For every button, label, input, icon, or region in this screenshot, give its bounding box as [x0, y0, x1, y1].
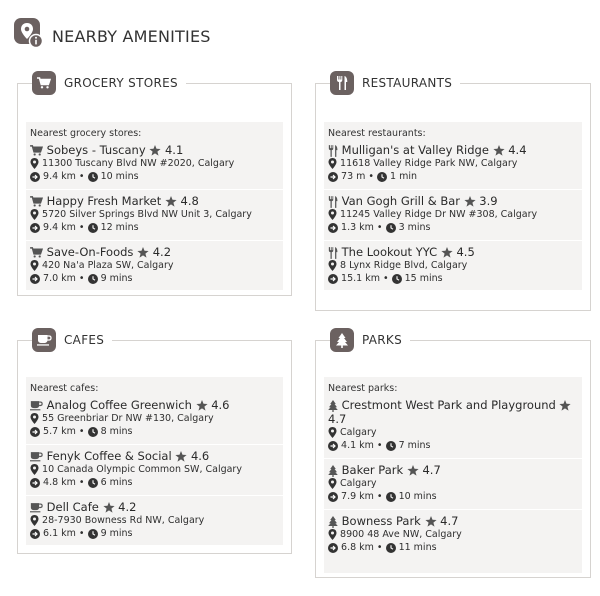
- cafes-list: [26, 377, 283, 545]
- map-marker-icon: [30, 209, 39, 220]
- map-marker-icon: [30, 260, 39, 271]
- utensils-icon: [328, 196, 338, 208]
- tree-icon: [328, 400, 338, 412]
- item-address: 10 Canada Olympic Common SW, Calgary: [42, 464, 242, 475]
- clock-icon: [392, 274, 402, 284]
- clock-icon: [386, 543, 396, 553]
- restaurants-title: RESTAURANTS: [362, 76, 453, 90]
- grocery-card: [17, 76, 292, 296]
- direction-arrow-icon: [328, 441, 338, 451]
- item-address: 8900 48 Ave NW, Calgary: [340, 529, 462, 540]
- utensils-icon: [328, 247, 338, 259]
- clock-icon: [88, 274, 98, 284]
- direction-arrow-icon: [328, 172, 338, 182]
- item-distance: 9.4 km: [43, 222, 76, 233]
- item-address: 28-7930 Bowness Rd NW, Calgary: [42, 515, 205, 526]
- star-icon: [165, 196, 177, 207]
- direction-arrow-icon: [328, 274, 338, 284]
- map-marker-icon: [328, 478, 337, 489]
- direction-arrow-icon: [30, 274, 40, 284]
- cafes-card: [17, 333, 292, 554]
- item-rating: 4.6: [211, 398, 230, 412]
- item-distance: 1.3 km: [341, 222, 374, 233]
- item-rating: 4.5: [456, 245, 475, 259]
- item-rating: 4.4: [508, 143, 527, 157]
- location-info-icon: [14, 18, 44, 48]
- cafes-title: CAFES: [64, 333, 105, 347]
- tree-icon: [328, 465, 338, 477]
- map-marker-icon: [328, 529, 337, 540]
- list-item[interactable]: Save-On-Foods 4.2 420 Na'a Plaza SW, Calgary 7.0 km • 9 mins: [26, 241, 283, 291]
- utensils-icon: [328, 145, 338, 157]
- clock-icon: [88, 427, 98, 437]
- grocery-card-header: [32, 71, 186, 95]
- direction-arrow-icon: [30, 172, 40, 182]
- item-address: 55 Greenbriar Dr NW #130, Calgary: [42, 413, 214, 424]
- star-icon: [196, 400, 208, 411]
- item-distance: 9.4 km: [43, 171, 76, 182]
- item-time: 7 mins: [398, 440, 431, 451]
- item-time: 3 mins: [398, 222, 431, 233]
- parks-card-header: [330, 328, 410, 352]
- item-address: 5720 Silver Springs Blvd NW Unit 3, Calgary: [42, 209, 252, 220]
- item-time: 12 mins: [100, 222, 139, 233]
- item-time: 15 mins: [404, 273, 443, 284]
- item-distance: 5.7 km: [43, 426, 76, 437]
- coffee-cup-icon: [30, 502, 43, 513]
- item-address: 11245 Valley Ridge Dr NW #308, Calgary: [340, 209, 538, 220]
- coffee-cup-icon: [30, 451, 43, 462]
- grocery-intro: Nearest grocery stores:: [30, 128, 142, 139]
- map-marker-icon: [328, 209, 337, 220]
- shopping-cart-icon: [30, 196, 43, 207]
- page-title: NEARBY AMENITIES: [52, 26, 211, 46]
- item-distance: 4.8 km: [43, 477, 76, 488]
- item-name[interactable]: Sobeys - Tuscany: [46, 143, 146, 157]
- list-item[interactable]: Analog Coffee Greenwich 4.6 55 Greenbriar Dr NW #130, Calgary 5.7 km • 8 mins: [26, 394, 283, 445]
- item-name[interactable]: The Lookout YYC: [341, 245, 438, 259]
- direction-arrow-icon: [328, 492, 338, 502]
- map-marker-icon: [30, 515, 39, 526]
- star-icon: [464, 196, 476, 207]
- item-address: Calgary: [340, 427, 377, 438]
- map-marker-icon: [30, 464, 39, 475]
- item-time: 1 min: [390, 171, 418, 182]
- item-rating: 4.6: [190, 449, 210, 463]
- grocery-list: [26, 122, 283, 290]
- map-marker-icon: [328, 427, 337, 438]
- tree-icon: [328, 516, 338, 528]
- item-distance: 7.9 km: [341, 491, 374, 502]
- parks-intro: Nearest parks:: [328, 383, 398, 394]
- restaurants-card-header: [330, 71, 460, 95]
- star-icon: [425, 516, 437, 527]
- list-item[interactable]: Sobeys - Tuscany 4.1 11300 Tuscany Blvd NW #2020, Calgary 9.4 km • 10 mins: [26, 139, 283, 190]
- cafes-card-header: [32, 328, 112, 352]
- item-distance: 6.8 km: [341, 542, 374, 553]
- item-rating: 4.1: [164, 143, 184, 157]
- item-rating: 4.7: [422, 463, 441, 477]
- star-icon: [149, 145, 161, 156]
- item-time: 11 mins: [398, 542, 437, 553]
- clock-icon: [377, 172, 387, 182]
- item-name[interactable]: Mulligan's at Valley Ridge: [341, 143, 489, 157]
- list-item[interactable]: Mulligan's at Valley Ridge 4.4 11618 Valley Ridge Park NW, Calgary 73 m • 1 min: [324, 139, 582, 190]
- clock-icon: [386, 223, 396, 233]
- item-distance: 73 m: [341, 171, 366, 182]
- direction-arrow-icon: [328, 543, 338, 553]
- list-item[interactable]: Bowness Park 4.7 8900 48 Ave NW, Calgary 6.8 km • 11 mins: [324, 510, 582, 560]
- star-icon: [137, 247, 149, 258]
- map-marker-icon: [328, 158, 337, 169]
- coffee-cup-icon: [32, 328, 56, 352]
- item-time: 9 mins: [100, 273, 133, 284]
- parks-card: [315, 333, 591, 578]
- item-distance: 7.0 km: [43, 273, 76, 284]
- list-item[interactable]: Fenyk Coffee & Social 4.6 10 Canada Olympic Common SW, Calgary 4.8 km • 6 mins: [26, 445, 283, 496]
- clock-icon: [88, 478, 98, 488]
- star-icon: [175, 451, 187, 462]
- item-time: 8 mins: [100, 426, 133, 437]
- item-name[interactable]: Bowness Park: [341, 514, 421, 528]
- item-time: 10 mins: [100, 171, 139, 182]
- restaurants-intro: Nearest restaurants:: [328, 128, 426, 139]
- cafes-intro: Nearest cafes:: [30, 383, 99, 394]
- map-marker-icon: [30, 413, 39, 424]
- item-time: 6 mins: [100, 477, 133, 488]
- item-address: 11618 Valley Ridge Park NW, Calgary: [340, 158, 518, 169]
- item-name[interactable]: Van Gogh Grill & Bar: [341, 194, 460, 208]
- item-name[interactable]: Fenyk Coffee & Social: [46, 449, 172, 463]
- clock-icon: [88, 172, 98, 182]
- item-rating: 4.7: [328, 412, 347, 426]
- utensils-icon: [330, 71, 354, 95]
- parks-title: PARKS: [362, 333, 403, 347]
- clock-icon: [386, 441, 396, 451]
- item-name[interactable]: Save-On-Foods: [46, 245, 134, 259]
- item-address: Calgary: [340, 478, 377, 489]
- star-icon: [493, 145, 505, 156]
- star-icon: [559, 400, 571, 411]
- clock-icon: [88, 223, 98, 233]
- item-name[interactable]: Analog Coffee Greenwich: [46, 398, 192, 412]
- item-name[interactable]: Crestmont West Park and Playground: [341, 398, 556, 412]
- item-distance: 6.1 km: [43, 528, 76, 539]
- item-rating: 4.7: [440, 514, 459, 528]
- item-name[interactable]: Baker Park: [341, 463, 404, 477]
- item-time: 10 mins: [398, 491, 437, 502]
- item-distance: 15.1 km: [341, 273, 380, 284]
- star-icon: [441, 247, 453, 258]
- page-header: [14, 18, 211, 48]
- list-item[interactable]: Dell Cafe 4.2 28-7930 Bowness Rd NW, Calgary 6.1 km • 9 mins: [26, 496, 283, 546]
- shopping-cart-icon: [32, 71, 56, 95]
- item-name[interactable]: Happy Fresh Market: [46, 194, 162, 208]
- item-distance: 4.1 km: [341, 440, 374, 451]
- restaurants-list: [324, 122, 582, 290]
- parks-list: [324, 377, 582, 573]
- tree-icon: [330, 328, 354, 352]
- map-marker-icon: [328, 260, 337, 271]
- item-address: 420 Na'a Plaza SW, Calgary: [42, 260, 174, 271]
- item-address: 11300 Tuscany Blvd NW #2020, Calgary: [42, 158, 235, 169]
- direction-arrow-icon: [30, 478, 40, 488]
- item-time: 9 mins: [100, 528, 133, 539]
- clock-icon: [386, 492, 396, 502]
- star-icon: [407, 465, 419, 476]
- grocery-title: GROCERY STORES: [64, 76, 178, 90]
- item-rating: 4.8: [180, 194, 199, 208]
- direction-arrow-icon: [30, 529, 40, 539]
- direction-arrow-icon: [30, 223, 40, 233]
- clock-icon: [88, 529, 98, 539]
- item-rating: 4.2: [152, 245, 172, 259]
- star-icon: [103, 502, 115, 513]
- item-name[interactable]: Dell Cafe: [46, 500, 99, 514]
- direction-arrow-icon: [30, 427, 40, 437]
- list-item[interactable]: The Lookout YYC 4.5 8 Lynx Ridge Blvd, Calgary 15.1 km • 15 mins: [324, 241, 582, 291]
- map-marker-icon: [30, 158, 39, 169]
- list-item[interactable]: Van Gogh Grill & Bar 3.9 11245 Valley Ridge Dr NW #308, Calgary 1.3 km • 3 mins: [324, 190, 582, 241]
- direction-arrow-icon: [328, 223, 338, 233]
- list-item[interactable]: Crestmont West Park and Playground 4.7 Calgary 4.1 km • 7 mins: [324, 394, 582, 459]
- shopping-cart-icon: [30, 247, 43, 258]
- coffee-cup-icon: [30, 400, 43, 411]
- item-rating: 4.2: [118, 500, 137, 514]
- item-rating: 3.9: [479, 194, 498, 208]
- restaurants-card: [315, 76, 591, 311]
- item-address: 8 Lynx Ridge Blvd, Calgary: [340, 260, 468, 271]
- list-item[interactable]: Happy Fresh Market 4.8 5720 Silver Springs Blvd NW Unit 3, Calgary 9.4 km • 12 mins: [26, 190, 283, 241]
- list-item[interactable]: Baker Park 4.7 Calgary 7.9 km • 10 mins: [324, 459, 582, 510]
- shopping-cart-icon: [30, 145, 43, 156]
